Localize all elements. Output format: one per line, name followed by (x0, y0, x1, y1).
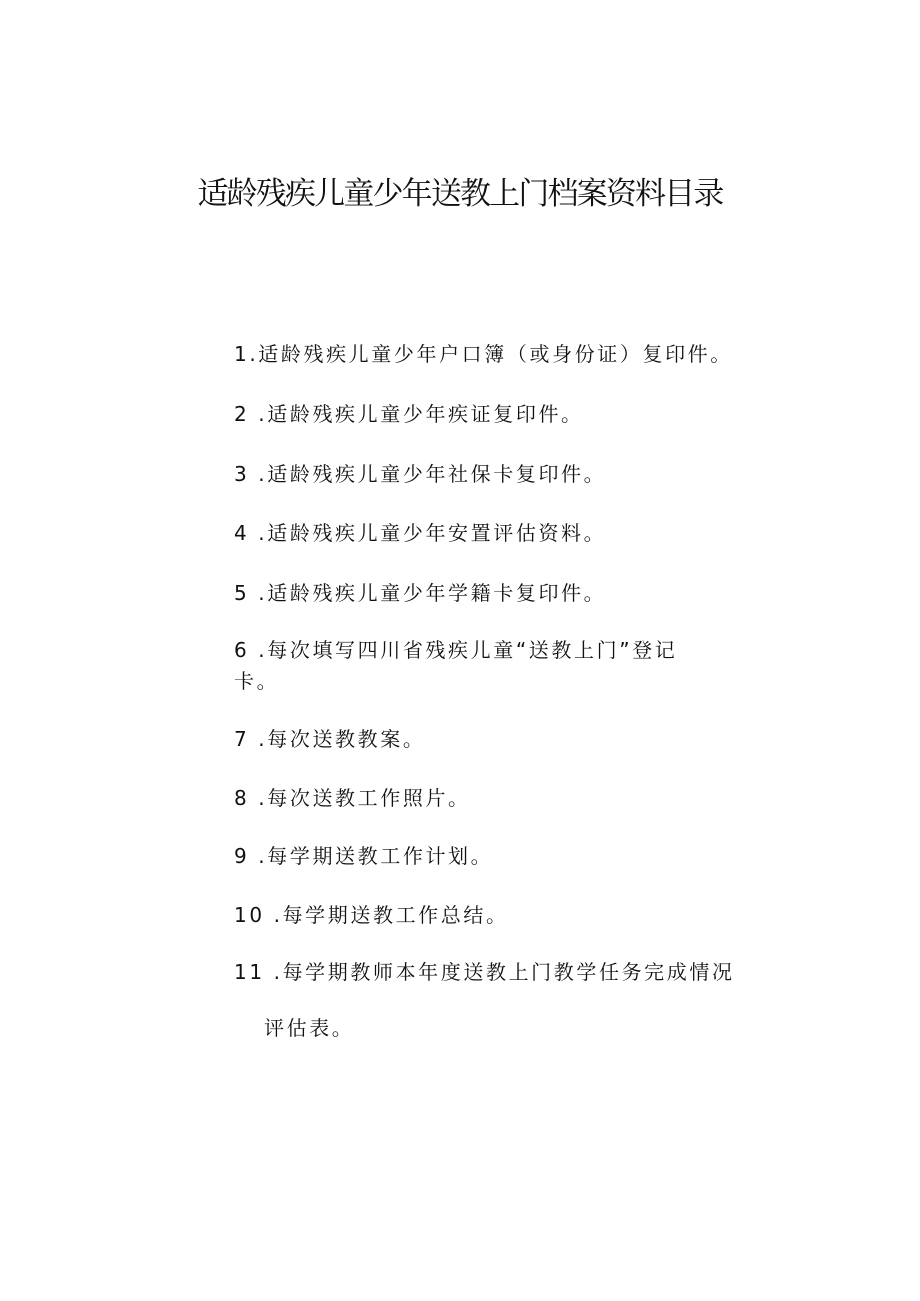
list-item: 1.适龄残疾儿童少年户口簿（或身份证）复印件。 (234, 342, 733, 366)
list-item: 8 .每次送教工作照片。 (234, 786, 471, 810)
list-item: 9 .每学期送教工作计划。 (234, 844, 494, 868)
list-item: 10 .每学期送教工作总结。 (234, 903, 509, 927)
list-item: 4 .适龄残疾儿童少年安置评估资料。 (234, 521, 607, 545)
list-item: 2 .适龄残疾儿童少年疾证复印件。 (234, 402, 584, 426)
document-title: 适龄残疾儿童少年送教上门档案资料目录 (197, 176, 723, 212)
list-item: 6 .每次填写四川省残疾儿童“送教上门”登记 (234, 638, 678, 662)
list-item: 7 .每次送教教案。 (234, 727, 426, 751)
list-item: 11 .每学期教师本年度送教上门教学任务完成情况 (234, 960, 735, 984)
list-item: 3 .适龄残疾儿童少年社保卡复印件。 (234, 462, 607, 486)
list-item-continuation: 评估表。 (264, 1016, 355, 1040)
list-item-continuation: 卡。 (234, 669, 280, 693)
list-item: 5 .适龄残疾儿童少年学籍卡复印件。 (234, 581, 607, 605)
